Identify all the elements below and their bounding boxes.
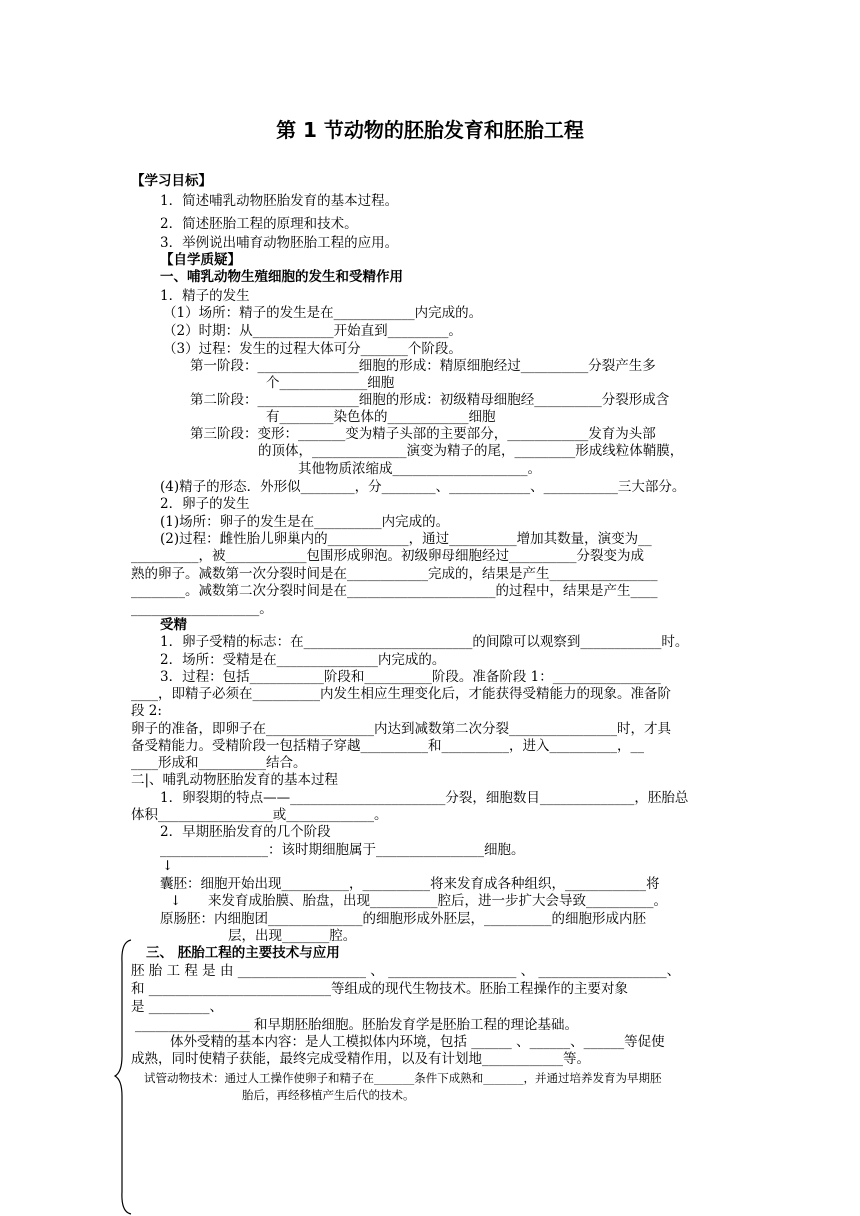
text-line: 原肠胚：内细胞团______________的细胞形成外胚层，__________的细胞形成内胚 <box>160 911 646 927</box>
text-line: 第三阶段：变形：_______变为精子头部的主要部分，____________发育为头部 <box>190 426 656 442</box>
text-line: 试管动物技术：通过人工操作使卵子和精子在_______条件下成熟和_______，并通过培养发育为早期胚 <box>144 1071 662 1085</box>
text-line: ___________________。 <box>131 601 273 617</box>
text-line: 囊胚：细胞开始出现__________，__________将来发育成各种组织，____________将 <box>160 876 660 892</box>
text-line: 熟的卵子。减数第一次分裂时间是在____________完成的，结果是产生________________ <box>131 566 658 582</box>
text-line: 第二阶段：_______________细胞的形成：初级精母细胞经__________分裂形成含 <box>190 392 670 408</box>
text-line: 的顶体，______________演变为精子的尾，_________形成线粒体鞘膜， <box>258 443 684 459</box>
text-line: 1．卵裂期的特点——_______________________分裂，细胞数目______________，胚胎总 <box>160 790 689 806</box>
text-line: ____形成和__________结合。 <box>131 755 307 771</box>
subheading-sperm: 1．精子的发生 <box>160 288 250 304</box>
goal-item: 3．举例说出哺育动物胚胎工程的应用。 <box>160 235 399 251</box>
page-title: 第 1 节动物的胚胎发育和胚胎工程 <box>276 118 584 142</box>
text-line: 来发育成胎膜、胎盘，出现__________腔后，进一步扩大会导致__________。 <box>208 893 667 909</box>
text-line: 1．卵子受精的标志：在_________________________的间隙可以观察到____________时。 <box>160 634 689 650</box>
text-line: _________________ 和早期胚胎细胞。胚胎发育学是胚胎工程的理论基础。 <box>135 1017 579 1033</box>
text-line: 2．场所：受精是在_______________内完成的。 <box>160 652 446 668</box>
text-line: (1)场所：卵子的发生是在__________内完成的。 <box>160 514 450 530</box>
text-line: 2．早期胚胎发育的几个阶段 <box>160 824 331 840</box>
text-line: 体外受精的基本内容：是人工模拟体内环境，包括 ______ 、______、______等促使 <box>170 1034 665 1050</box>
text-line: (4)精子的形态．外形似________，分________、____________、___________三大部分。 <box>160 479 686 495</box>
text-line: ________________：该时期细胞属于________________细胞。 <box>160 842 525 858</box>
text-line: （1）场所：精子的发生是在____________内完成的。 <box>163 305 483 321</box>
subheading-fertilization: 受精 <box>160 617 187 633</box>
text-line: 层，出现_______腔。 <box>228 928 357 944</box>
text-line: 3．过程：包括___________阶段和__________阶段。准备阶段 1：________________ <box>160 669 661 685</box>
section-label-self-study: 【自学质疑】 <box>160 252 241 268</box>
text-line: 个_____________细胞 <box>266 375 395 391</box>
text-line: 卵子的准备，即卵子在________________内达到减数第二次分裂________________时，才具 <box>131 721 671 737</box>
text-line: （3）过程：发生的过程大体可分_______个阶段。 <box>163 341 462 357</box>
text-line: 胚 胎 工 程 是 由 ___________________ 、 ___________________ 、 ___________________、 <box>131 963 681 979</box>
text-line: 胎后，再经移植产生后代的技术。 <box>242 1088 415 1102</box>
text-line: __________，被____________包围形成卵泡。初级卵母细胞经过__________分裂变为成 <box>131 548 644 564</box>
left-brace-icon <box>113 938 135 1216</box>
goal-item: 2．简述胚胎工程的原理和技术。 <box>160 216 358 232</box>
text-line: 是 _________、 <box>131 999 224 1015</box>
text-line: ________。减数第二次分裂时间是在______________________的过程中，结果是产生____ <box>131 583 658 599</box>
goal-item: 1．简述哺乳动物胚胎发育的基本过程。 <box>160 193 399 209</box>
text-line: 第一阶段：_______________细胞的形成：精原细胞经过__________分裂产生多 <box>190 358 656 374</box>
text-line: 有________染色体的____________细胞 <box>266 409 496 425</box>
text-line: 和 ___________________________等组成的现代生物技术。胚胎工程操作的主要对象 <box>131 981 629 997</box>
text-line: 成熟，同时使精子获能，最终完成受精作用，以及有计划地____________等。 <box>131 1051 590 1067</box>
section-label-learning-goals: 【学习目标】 <box>131 173 212 189</box>
text-line: 体积_________________或_____________。 <box>131 807 388 823</box>
subheading-egg: 2．卵子的发生 <box>160 496 250 512</box>
text-line: ____，即精子必须在__________内发生相应生理变化后，才能获得受精能力的现象。准备阶 <box>131 686 671 702</box>
down-arrow-icon: ↓ <box>170 893 182 909</box>
text-line: 备受精能力。受精阶段一包括精子穿越__________和__________，进入__________，__ <box>131 738 644 754</box>
text-line: (2)过程：雌性胎儿卵巢内的____________，通过__________增加其数量，演变为__ <box>160 531 652 547</box>
down-arrow-icon: ↓ <box>162 858 174 874</box>
section-heading-1: 一、哺乳动物生殖细胞的发生和受精作用 <box>160 269 403 285</box>
section-heading-2: 二|、哺乳动物胚胎发育的基本过程 <box>131 772 339 788</box>
text-line: （2）时期：从____________开始直到_________。 <box>163 323 462 339</box>
text-line: 段 2: <box>131 703 162 719</box>
section-heading-3: 三、 胚胎工程的主要技术与应用 <box>146 945 340 961</box>
text-line: 其他物质浓缩成____________________。 <box>298 461 541 477</box>
